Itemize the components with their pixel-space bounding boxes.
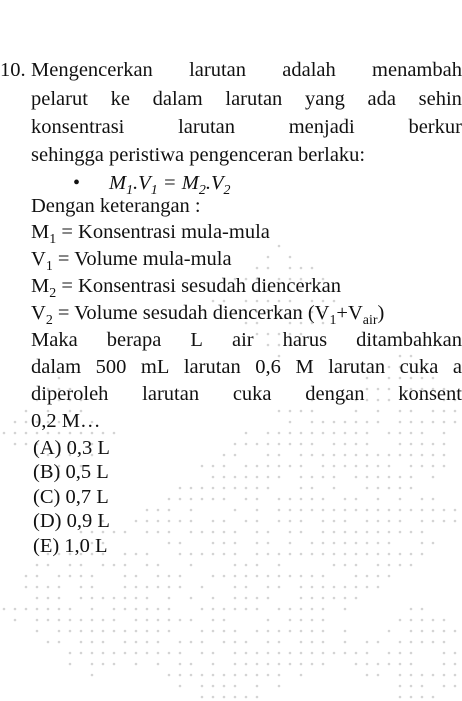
option-b[interactable]: (B) 0,5 L [33,461,109,483]
option-c[interactable]: (C) 0,7 L [33,486,109,508]
word: menambah [372,59,462,81]
option-e[interactable]: (E) 1,0 L [33,535,108,557]
word: larutan [328,356,386,378]
word: M [295,356,314,378]
word: pelarut [31,88,88,110]
legend-v1: $V_1$ = Volume mula-mula [31,248,232,275]
word: larutan [142,383,200,405]
body-line-4: 0,2 M… [31,410,101,432]
word: ke [110,88,130,110]
question-number: 10. [0,59,26,81]
word: berapa [106,329,162,351]
legend-title: Dengan keterangan : [31,195,201,217]
word: cuka [232,383,272,405]
word: dalam [152,88,203,110]
word: berkur [408,116,462,138]
word: mL [140,356,170,378]
legend-v2: $V_2$ = Volume sesudah diencerkan $(V_1+V_{air})$ [31,302,385,329]
word: dalam [31,356,82,378]
word: konsent [398,383,462,405]
word: larutan [178,116,235,138]
word: ada [367,88,396,110]
word: Mengencerkan [31,59,153,81]
word: dengan [305,383,365,405]
legend-m2: $M_2$ = Konsentrasi sesudah diencerkan [31,275,342,302]
word: ditambahkan [356,329,462,351]
word: sehin [418,88,462,110]
word: konsentrasi [31,116,125,138]
word: 500 [95,356,127,378]
bullet-icon: • [73,172,81,194]
word: air [231,329,254,351]
body-line-3 [31,381,462,407]
word: 0,6 [255,356,281,378]
body-line-2 [31,354,462,380]
word: larutan [189,59,246,81]
dilution-formula: $M_1.V_1 = M_2.V_2$ [109,172,231,199]
question-line-1 [31,57,462,83]
word: larutan [183,356,241,378]
word: larutan [225,88,283,110]
word: cuka [399,356,439,378]
word: menjadi [288,116,355,138]
word: Maka [31,329,78,351]
legend-m1: $M_1$ = Konsentrasi mula-mula [31,221,270,248]
option-a[interactable]: (A) 0,3 L [33,437,110,459]
body-line-1 [31,327,462,353]
question-line-3 [31,114,462,140]
word: diperoleh [31,383,109,405]
question-line-2 [31,86,462,112]
word: yang [304,88,345,110]
word: a [452,356,462,378]
question-line-4: sehingga peristiwa pengenceran berlaku: [31,144,366,166]
word: adalah [282,59,336,81]
word: harus [282,329,328,351]
option-d[interactable]: (D) 0,9 L [33,510,110,532]
word: L [190,329,203,351]
